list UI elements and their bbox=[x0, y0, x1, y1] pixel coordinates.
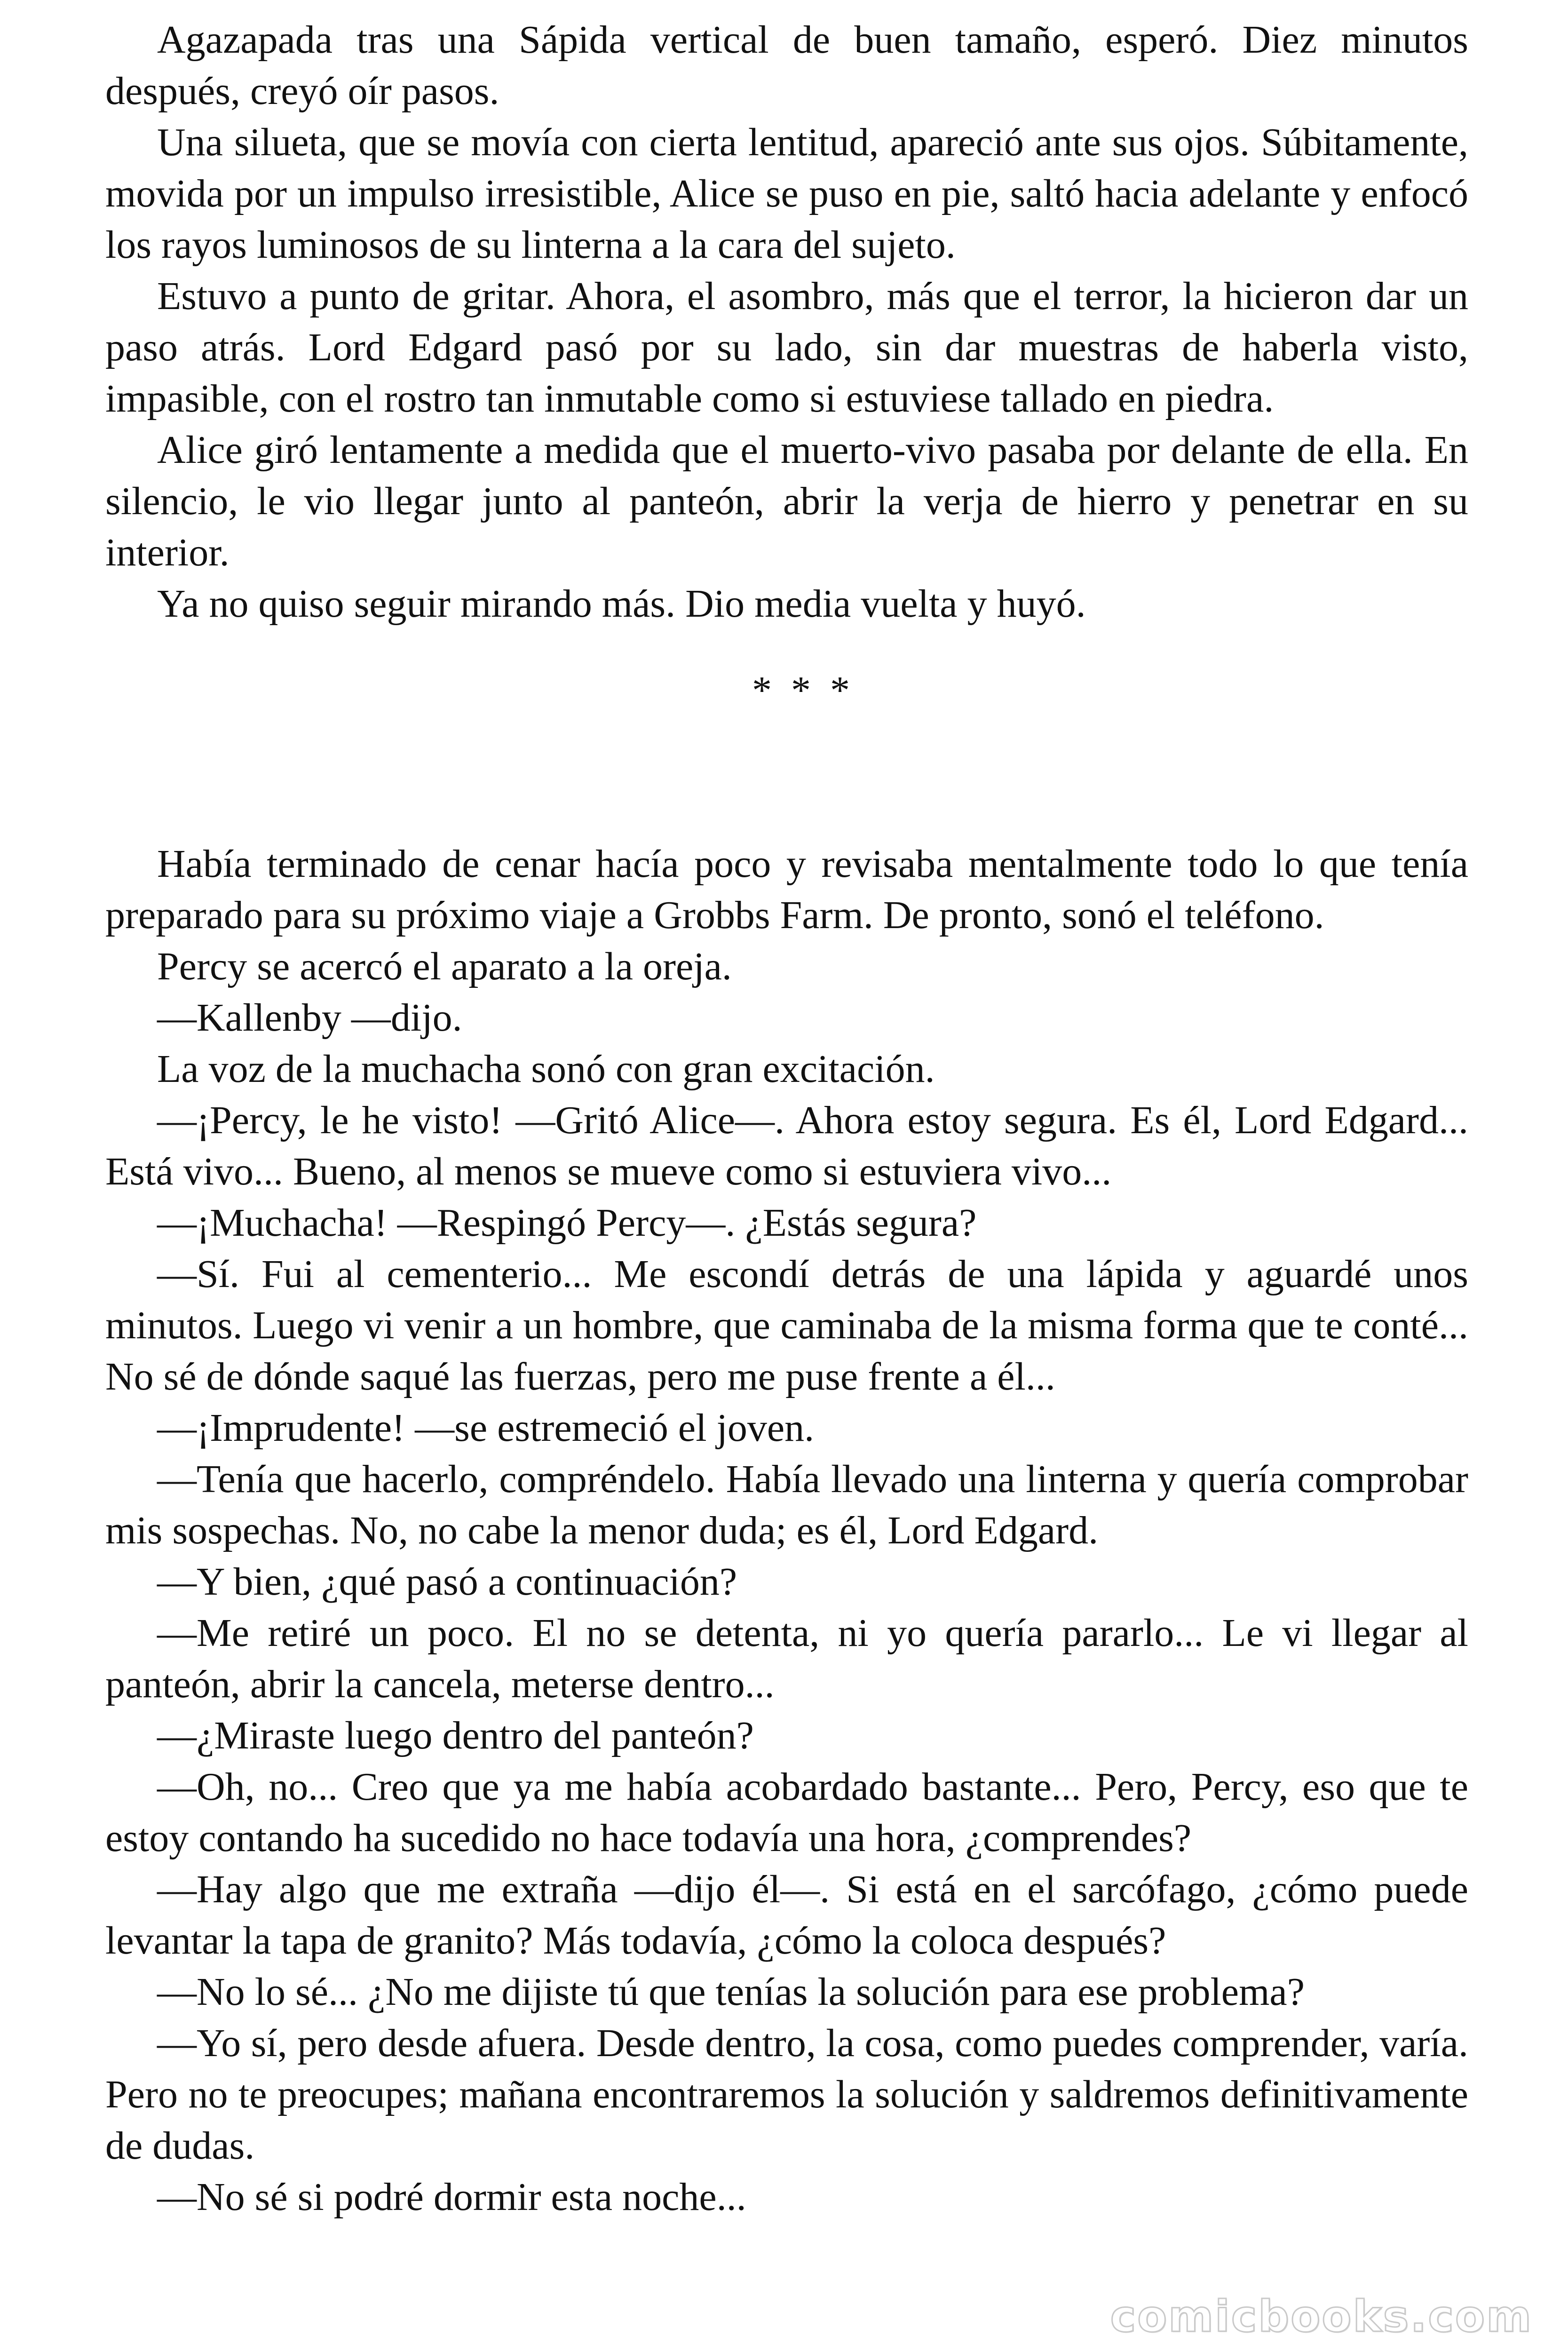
paragraph: Alice giró lentamente a medida que el muerto-vivo pasaba por delante de ella. En silencio, le vio llegar junto al panteón, abrir la verja de hierro y penetrar en su interior. bbox=[105, 428, 1468, 574]
paragraph: Ya no quiso seguir mirando más. Dio media vuelta y huyó. bbox=[157, 582, 1086, 626]
paragraph: —¡Imprudente! —se estremeció el joven. bbox=[157, 1406, 815, 1450]
paragraph: —Hay algo que me extraña —dijo él—. Si está en el sarcófago, ¿cómo puede levantar la tapa de granito? Más todavía, ¿cómo la coloca después? bbox=[105, 1867, 1468, 1963]
paragraph: —¡Percy, le he visto! —Gritó Alice—. Ahora estoy segura. Es él, Lord Edgard... Está vivo... Bueno, al menos se mueve como si estuviera vivo... bbox=[105, 1098, 1468, 1193]
paragraph: —Me retiré un poco. El no se detenta, ni yo quería pararlo... Le vi llegar al panteón, abrir la cancela, meterse dentro... bbox=[105, 1611, 1468, 1706]
paragraph: —¿Miraste luego dentro del panteón? bbox=[157, 1714, 754, 1757]
paragraph: Estuvo a punto de gritar. Ahora, el asombro, más que el terror, la hicieron dar un paso atrás. Lord Edgard pasó por su lado, sin dar muestras de haberla visto, impasible, con el rostro tan inmutable como si estuviese tallado en piedra. bbox=[105, 274, 1468, 421]
paragraph: Había terminado de cenar hacía poco y revisaba mentalmente todo lo que tenía preparado para su próximo viaje a Grobbs Farm. De pronto, sonó el teléfono. bbox=[105, 842, 1468, 937]
paragraph: Agazapada tras una Sápida vertical de buen tamaño, esperó. Diez minutos después, creyó oír pasos. bbox=[105, 18, 1468, 113]
paragraph: —Y bien, ¿qué pasó a continuación? bbox=[157, 1560, 737, 1604]
paragraph: —No lo sé... ¿No me dijiste tú que tenías la solución para ese problema? bbox=[157, 1970, 1305, 2014]
paragraph: —Sí. Fui al cementerio... Me escondí detrás de una lápida y aguardé unos minutos. Luego vi venir a un hombre, que caminaba de la misma forma que te conté... No sé de dónde saqué las fuerzas, pero me puse frente a él... bbox=[105, 1252, 1468, 1398]
paragraph: —Oh, no... Creo que ya me había acobardado bastante... Pero, Percy, eso que te estoy contando ha sucedido no hace todavía una hora, ¿comprendes? bbox=[105, 1765, 1468, 1860]
scene-break: * * * bbox=[752, 668, 855, 712]
paragraph: Una silueta, que se movía con cierta lentitud, apareció ante sus ojos. Súbitamente, movida por un impulso irresistible, Alice se puso en pie, saltó hacia adelante y enfocó los rayos luminosos de su linterna a la cara del sujeto. bbox=[105, 120, 1468, 267]
paragraph: La voz de la muchacha sonó con gran excitación. bbox=[157, 1047, 935, 1091]
watermark-logo: comicbooks.com bbox=[1110, 2291, 1533, 2342]
paragraph: —Tenía que hacerlo, compréndelo. Había llevado una linterna y quería comprobar mis sospechas. No, no cabe la menor duda; es él, Lord Edgard. bbox=[105, 1457, 1468, 1552]
text-column bbox=[105, 14, 1468, 2223]
paragraph: —¡Muchacha! —Respingó Percy—. ¿Estás segura? bbox=[157, 1201, 977, 1245]
paragraph: —No sé si podré dormir esta noche... bbox=[157, 2175, 746, 2219]
paragraph: —Kallenby —dijo. bbox=[157, 996, 462, 1040]
paragraph: Percy se acercó el aparato a la oreja. bbox=[157, 945, 732, 988]
paragraph: —Yo sí, pero desde afuera. Desde dentro, la cosa, como puedes comprender, varía. Pero no te preocupes; mañana encontraremos la solución y saldremos definitivamente de dudas. bbox=[105, 2021, 1468, 2168]
